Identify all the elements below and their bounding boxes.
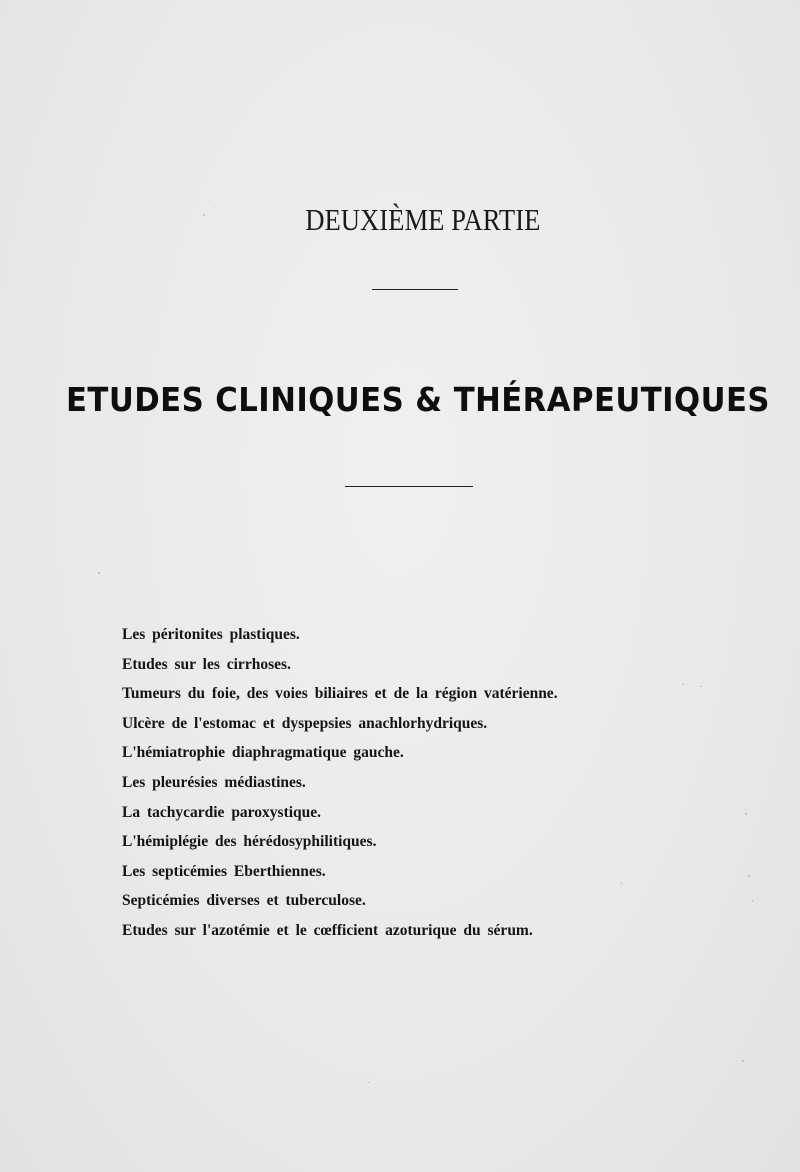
- contents-item: L'hémiatrophie diaphragmatique gauche.: [122, 744, 404, 762]
- scan-speck: [621, 882, 622, 884]
- contents-list: [122, 620, 742, 946]
- contents-item: Ulcère de l'estomac et dyspepsies anachlorhydriques.: [122, 714, 488, 732]
- scan-speck: [682, 684, 684, 685]
- contents-item: Les péritonites plastiques.: [122, 626, 300, 643]
- part-title: DEUXIÈME PARTIE: [305, 202, 541, 237]
- contents-item: Tumeurs du foie, des voies biliaires et de la région vatérienne.: [122, 685, 558, 703]
- contents-item: Septicémies diverses et tuberculose.: [122, 892, 366, 910]
- contents-item: Les pleurésies médiastines.: [122, 773, 306, 791]
- divider-rule-bottom: [345, 486, 473, 487]
- contents-item: Les septicémies Eberthiennes.: [122, 862, 326, 880]
- contents-item: La tachycardie paroxystique.: [122, 803, 322, 821]
- section-title: ETUDES CLINIQUES & THÉRAPEUTIQUES: [65, 380, 770, 419]
- scan-speck: [742, 1060, 744, 1062]
- scan-speck: [98, 572, 100, 574]
- scan-speck: [214, 206, 215, 207]
- scan-speck: [748, 875, 750, 877]
- contents-item: Etudes sur les cirrhoses.: [122, 655, 291, 673]
- contents-item: L'hémiplégie des hérédosyphilitiques.: [122, 833, 377, 851]
- scan-speck: [745, 813, 747, 815]
- scan-speck: [700, 686, 702, 687]
- scan-speck: [203, 214, 205, 216]
- contents-item: Etudes sur l'azotémie et le cœfficient azoturique du sérum.: [122, 921, 533, 939]
- scan-speck: [752, 900, 753, 902]
- divider-rule-top: [372, 289, 458, 290]
- scan-speck: [368, 1082, 370, 1083]
